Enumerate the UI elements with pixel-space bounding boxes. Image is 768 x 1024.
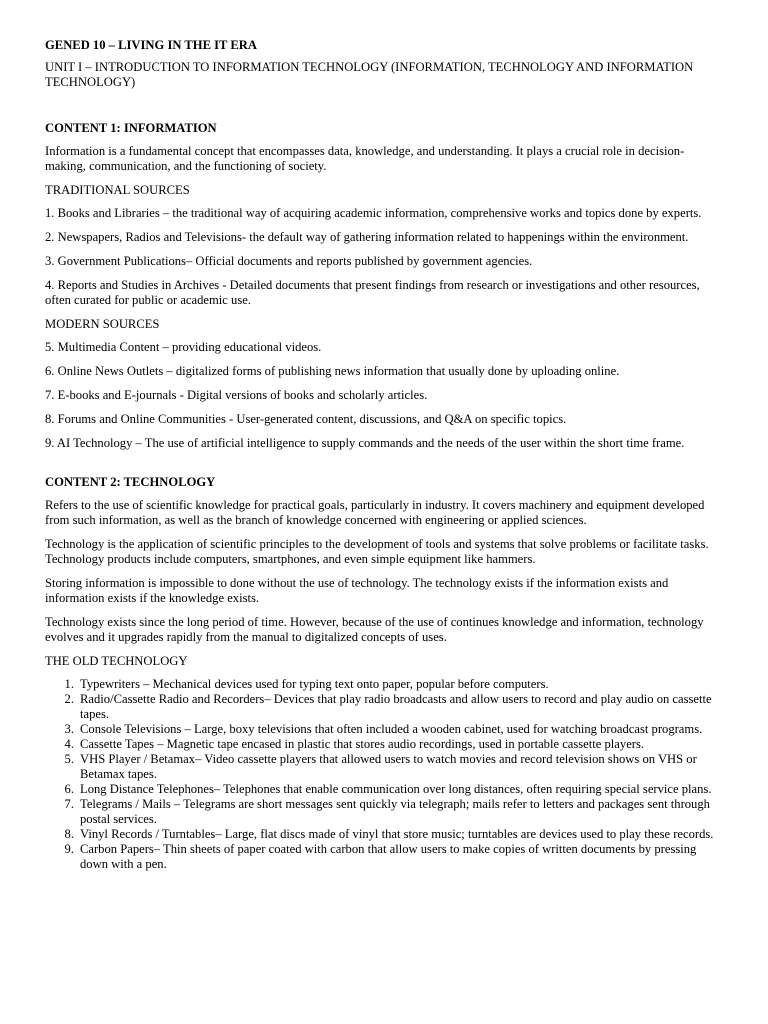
list-item-number: 7.	[64, 797, 74, 811]
list-item-number: 4.	[64, 737, 74, 751]
content2-paragraph: Storing information is impossible to done without the use of technology. The technology exists if the information exists and information exists if the knowledge exists.	[45, 576, 669, 605]
list-item	[45, 677, 724, 692]
list-item-text: Radio/Cassette Radio and Recorders– Devices that play radio broadcasts and allow users to record and play audio on cassette tapes.	[80, 692, 712, 721]
old-technology-label: THE OLD TECHNOLOGY	[45, 654, 188, 668]
list-item-text: Typewriters – Mechanical devices used for typing text onto paper, popular before computers.	[80, 677, 549, 691]
list-item-number: 9.	[64, 842, 74, 856]
old-technology-list	[45, 677, 724, 872]
course-title: GENED 10 – LIVING IN THE IT ERA	[45, 38, 257, 52]
list-item-number: 6.	[64, 782, 74, 796]
list-item-number: 5.	[64, 752, 74, 766]
list-item-number: 1.	[64, 677, 74, 691]
list-item	[45, 692, 724, 722]
list-item-text: Carbon Papers– Thin sheets of paper coated with carbon that allow users to make copies of written documents by pressing down with a pen.	[80, 842, 697, 871]
list-item	[45, 722, 724, 737]
list-item-text: Telegrams / Mails – Telegrams are short messages sent quickly via telegraph; mails refer to letters and packages sent through postal services.	[80, 797, 710, 826]
unit-title: UNIT I – INTRODUCTION TO INFORMATION TECHNOLOGY (INFORMATION, TECHNOLOGY AND INFORMATION TECHNOLOGY)	[45, 60, 694, 89]
content2-paragraph: Technology exists since the long period of time. However, because of the use of continues knowledge and information, technology evolves and it upgrades rapidly from the manual to digitalized concepts of uses.	[45, 615, 704, 644]
modern-source-item: 9. AI Technology – The use of artificial intelligence to supply commands and the needs of the user within the short time frame.	[45, 436, 685, 450]
modern-source-item: 6. Online News Outlets – digitalized forms of publishing news information that usually done by uploading online.	[45, 364, 620, 378]
list-item	[45, 782, 724, 797]
list-item-number: 8.	[64, 827, 74, 841]
traditional-sources-label: TRADITIONAL SOURCES	[45, 183, 190, 197]
traditional-source-item: 2. Newspapers, Radios and Televisions- the default way of gathering information related to happenings within the environment.	[45, 230, 689, 244]
content2-paragraph: Technology is the application of scientific principles to the development of tools and systems that solve problems or facilitate tasks. Technology products include computers, smartphones, and even simple equipment like hammers.	[45, 537, 709, 566]
content1-intro: Information is a fundamental concept that encompasses data, knowledge, and understanding. It plays a crucial role in decision-making, communication, and the functioning of society.	[45, 144, 685, 173]
traditional-source-item: 4. Reports and Studies in Archives - Detailed documents that present findings from research or investigations and other resources, often curated for public or academic use.	[45, 278, 700, 307]
modern-source-item: 8. Forums and Online Communities - User-generated content, discussions, and Q&A on specific topics.	[45, 412, 567, 426]
list-item	[45, 752, 724, 782]
list-item	[45, 797, 724, 827]
list-item-number: 2.	[64, 692, 74, 706]
modern-source-item: 7. E-books and E-journals - Digital versions of books and scholarly articles.	[45, 388, 428, 402]
list-item-text: Console Televisions – Large, boxy televisions that often included a wooden cabinet, used for watching broadcast programs.	[80, 722, 703, 736]
traditional-source-item: 3. Government Publications– Official documents and reports published by government agencies.	[45, 254, 533, 268]
content2-heading: CONTENT 2: TECHNOLOGY	[45, 475, 216, 489]
list-item-text: VHS Player / Betamax– Video cassette players that allowed users to watch movies and record television shows on VHS or Betamax tapes.	[80, 752, 697, 781]
content1-heading: CONTENT 1: INFORMATION	[45, 121, 217, 135]
modern-source-item: 5. Multimedia Content – providing educational videos.	[45, 340, 322, 354]
list-item	[45, 827, 724, 842]
content2-paragraph: Refers to the use of scientific knowledge for practical goals, particularly in industry. It covers machinery and equipment developed from such information, as well as the branch of knowledge concerned with engineering or applied sciences.	[45, 498, 705, 527]
list-item-text: Vinyl Records / Turntables– Large, flat discs made of vinyl that store music; turntables are devices used to play these records.	[80, 827, 714, 841]
list-item	[45, 737, 724, 752]
list-item	[45, 842, 724, 872]
list-item-number: 3.	[64, 722, 74, 736]
list-item-text: Long Distance Telephones– Telephones that enable communication over long distances, often requiring special service plans.	[80, 782, 712, 796]
traditional-source-item: 1. Books and Libraries – the traditional way of acquiring academic information, comprehensive works and topics done by experts.	[45, 206, 702, 220]
modern-sources-label: MODERN SOURCES	[45, 317, 160, 331]
list-item-text: Cassette Tapes – Magnetic tape encased in plastic that stores audio recordings, used in portable cassette players.	[80, 737, 645, 751]
